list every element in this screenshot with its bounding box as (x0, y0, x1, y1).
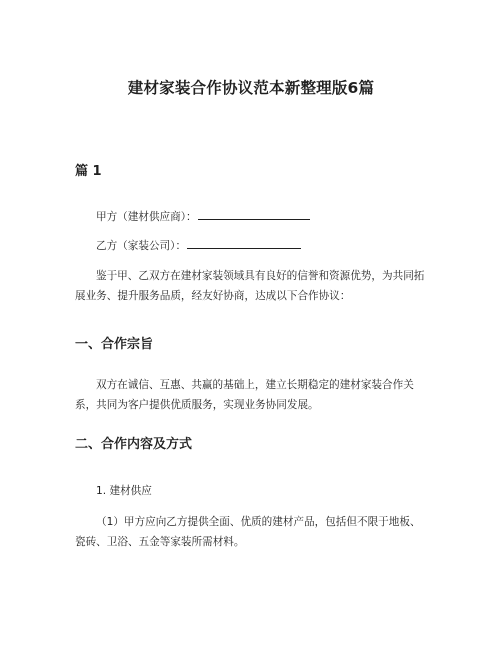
section-1-paragraph: 双方在诚信、互惠、共赢的基础上，建立长期稳定的建材家装合作关系，共同为客户提供优质服务，实现业务协同发展。 (75, 379, 414, 411)
section-2-heading: 二、合作内容及方式 (75, 437, 193, 452)
party-a-label: 甲方（建材供应商）： (96, 211, 197, 223)
party-a-blank (198, 208, 310, 220)
party-b-label: 乙方（家装公司）： (96, 240, 187, 252)
intro-paragraph: 鉴于甲、乙双方在建材家装领域具有良好的信誉和资源优势，为共同拓展业务、提升服务品质，经友好协商，达成以下合作协议： (75, 270, 425, 302)
section-1-heading: 一、合作宗旨 (75, 337, 154, 352)
item-1-paragraph: （1）甲方应向乙方提供全面、优质的建材产品，包括但不限于地板、瓷砖、卫浴、五金等家装所需材料。 (75, 516, 421, 548)
party-b-field (96, 236, 301, 256)
party-b-blank (187, 237, 301, 249)
part-heading: 篇 1 (75, 164, 102, 179)
party-a-field (96, 207, 310, 227)
document-title: 建材家装合作协议范本新整理版6篇 (127, 79, 375, 97)
item-1-heading: 1. 建材供应 (96, 485, 152, 497)
